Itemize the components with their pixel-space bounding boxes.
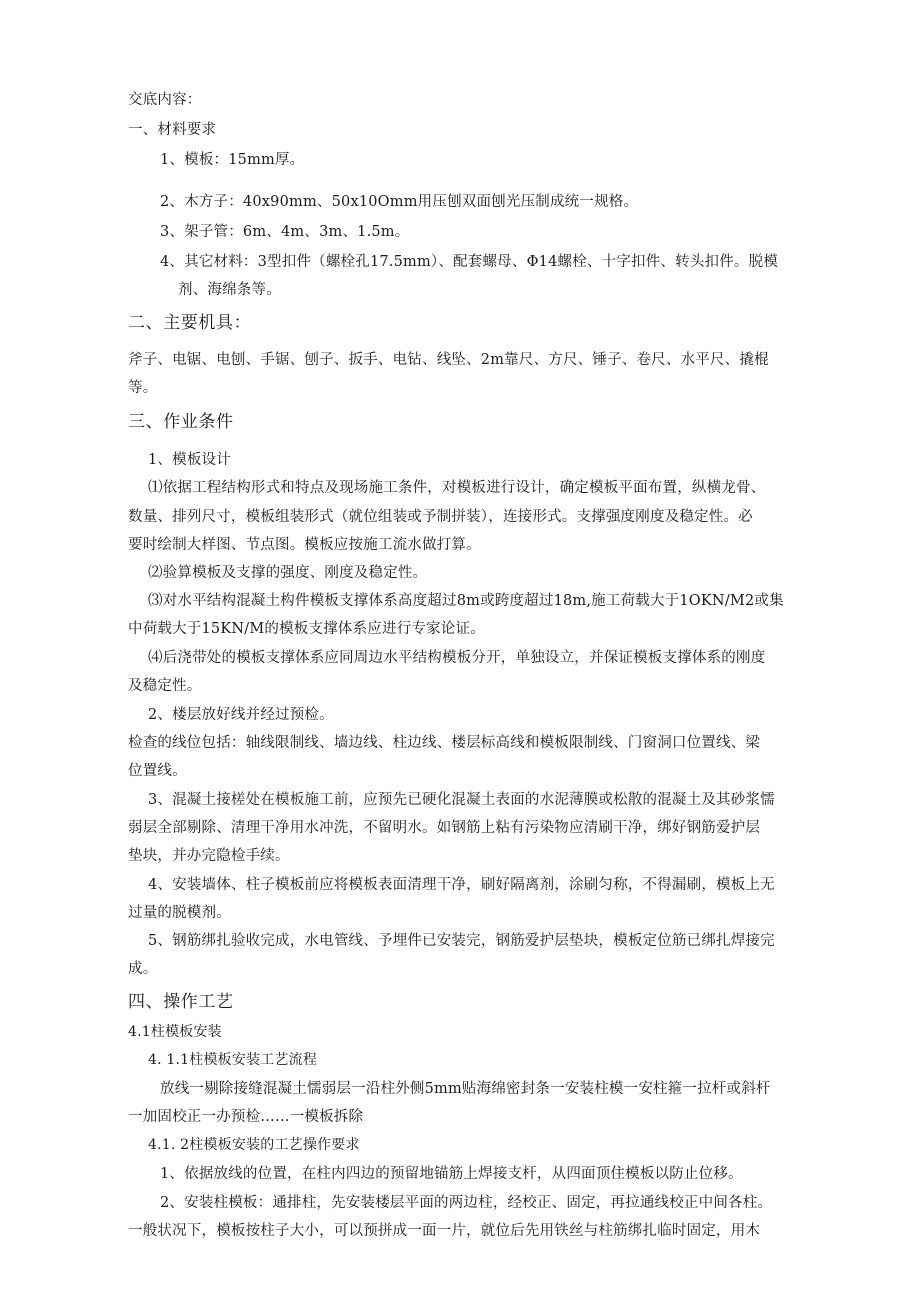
tools-text-line-1: 斧子、电锯、电刨、手锯、刨子、扳手、电钻、线坠、2m靠尺、方尺、锤子、卷尺、水平尺、撬棍 (128, 352, 769, 368)
subheading-formwork-design: 1、模板设计 (148, 452, 231, 468)
check-lines-line-2: 位置线。 (128, 763, 187, 779)
intro-label: 交底内容： (128, 92, 202, 108)
paragraph-1-line-2: 数量、排列尺寸，模板组装形式（就位组装或予制拼装），连接形式。支撑强度刚度及稳定性。必 (128, 509, 753, 525)
flow-line-2: 一加固校正一办预检……一模板拆除 (128, 1109, 364, 1125)
subsection-4-1: 4.1柱模板安装 (128, 1024, 222, 1040)
item-3-line-1: 3、混凝土接槎处在模板施工前，应预先已硬化混凝土表面的水泥薄膜或松散的混凝土及其砂浆懦 (148, 792, 775, 808)
material-item-2: 2、木方子：40x90mm、50x10Omm用压刨双面刨光压制成统一规格。 (160, 194, 639, 210)
item-4-line-2: 过量的脱模剂。 (128, 905, 231, 921)
item-3-line-3: 垫块，并办完隐检手续。 (128, 848, 290, 864)
flow-line-1: 放线一剔除接缝混凝土懦弱层一沿柱外侧5mm贴海绵密封条一安装柱模一安柱箍一拉杆或斜杆 (160, 1081, 771, 1097)
req-item-1: 1、依据放线的位置，在柱内四边的预留地锚筋上焊接支杆，从四面顶住模板以防止位移。 (160, 1166, 743, 1182)
material-item-3: 3、架子管：6m、4m、3m、1.5m。 (160, 224, 410, 240)
item-4-line-1: 4、安装墙体、柱子模板前应将模板表面清理干净，刷好隔离剂，涂刷匀称，不得漏刷，模板上无 (148, 877, 775, 893)
section-heading-tools: 二、主要机具： (128, 313, 252, 333)
section-heading-conditions: 三、作业条件 (128, 412, 234, 432)
check-lines-line-1: 检查的线位包括：轴线限制线、墙边线、柱边线、楼层标高线和模板限制线、门窗洞口位置线、梁 (128, 735, 761, 751)
material-item-4-line-2: 剂、海绵条等。 (178, 282, 281, 298)
item-3-line-2: 弱层全部剔除、清理干净用水冲洗，不留明水。如钢筋上粘有污染物应清刷干净，绑好钢筋爱护层 (128, 820, 761, 836)
item-5-line-2: 成。 (128, 961, 158, 977)
material-item-1: 1、模板：15mm厚。 (160, 152, 305, 168)
subsection-4-1-2: 4.1. 2柱模板安装的工艺操作要求 (148, 1137, 360, 1153)
item-2-layout-lines: 2、楼层放好线并经过预检。 (148, 707, 334, 723)
req-item-2-line-2: 一般状况下，模板按柱子大小，可以预拼成一面一片，就位后先用铁丝与柱筋绑扎临时固定，用木 (128, 1223, 761, 1239)
paragraph-4-line-2: 及稳定性。 (128, 678, 202, 694)
paragraph-4-line-1: ⑷后浇带处的模板支撑体系应同周边水平结构模板分开，单独设立，并保证模板支撑体系的刚度 (148, 650, 766, 666)
paragraph-3-line-2: 中荷载大于15KN/M的模板支撑体系应进行专家论证。 (128, 621, 485, 637)
paragraph-3-line-1: ⑶对水平结构混凝土构件模板支撑体系高度超过8m或跨度超过18m,施工荷载大于1OKN/M2或集 (148, 593, 784, 609)
section-heading-materials: 一、材料要求 (128, 122, 217, 138)
subsection-4-1-1: 4. 1.1柱模板安装工艺流程 (148, 1052, 318, 1068)
section-heading-process: 四、操作工艺 (128, 992, 234, 1012)
paragraph-1-line-1: ⑴依据工程结构形式和特点及现场施工条件，对模板进行设计，确定模板平面布置，纵横龙骨、 (148, 480, 766, 496)
item-5-line-1: 5、钢筋绑扎验收完成，水电管线、予埋件已安装完，钢筋爱护层垫块，模板定位筋已绑扎焊接完 (148, 933, 775, 949)
req-item-2-line-1: 2、安装柱模板：通排柱，先安装楼层平面的两边柱，经校正、固定，再拉通线校正中间各柱。 (160, 1195, 773, 1211)
material-item-4-line-1: 4、其它材料：3型扣件（螺栓孔17.5mm）、配套螺母、Φ14螺栓、十字扣件、转头扣件。脱模 (160, 254, 779, 270)
paragraph-1-line-3: 要时绘制大样图、节点图。模板应按施工流水做打算。 (128, 537, 481, 553)
paragraph-2: ⑵验算模板及支撑的强度、刚度及稳定性。 (148, 565, 428, 581)
tools-text-line-2: 等。 (128, 380, 158, 396)
